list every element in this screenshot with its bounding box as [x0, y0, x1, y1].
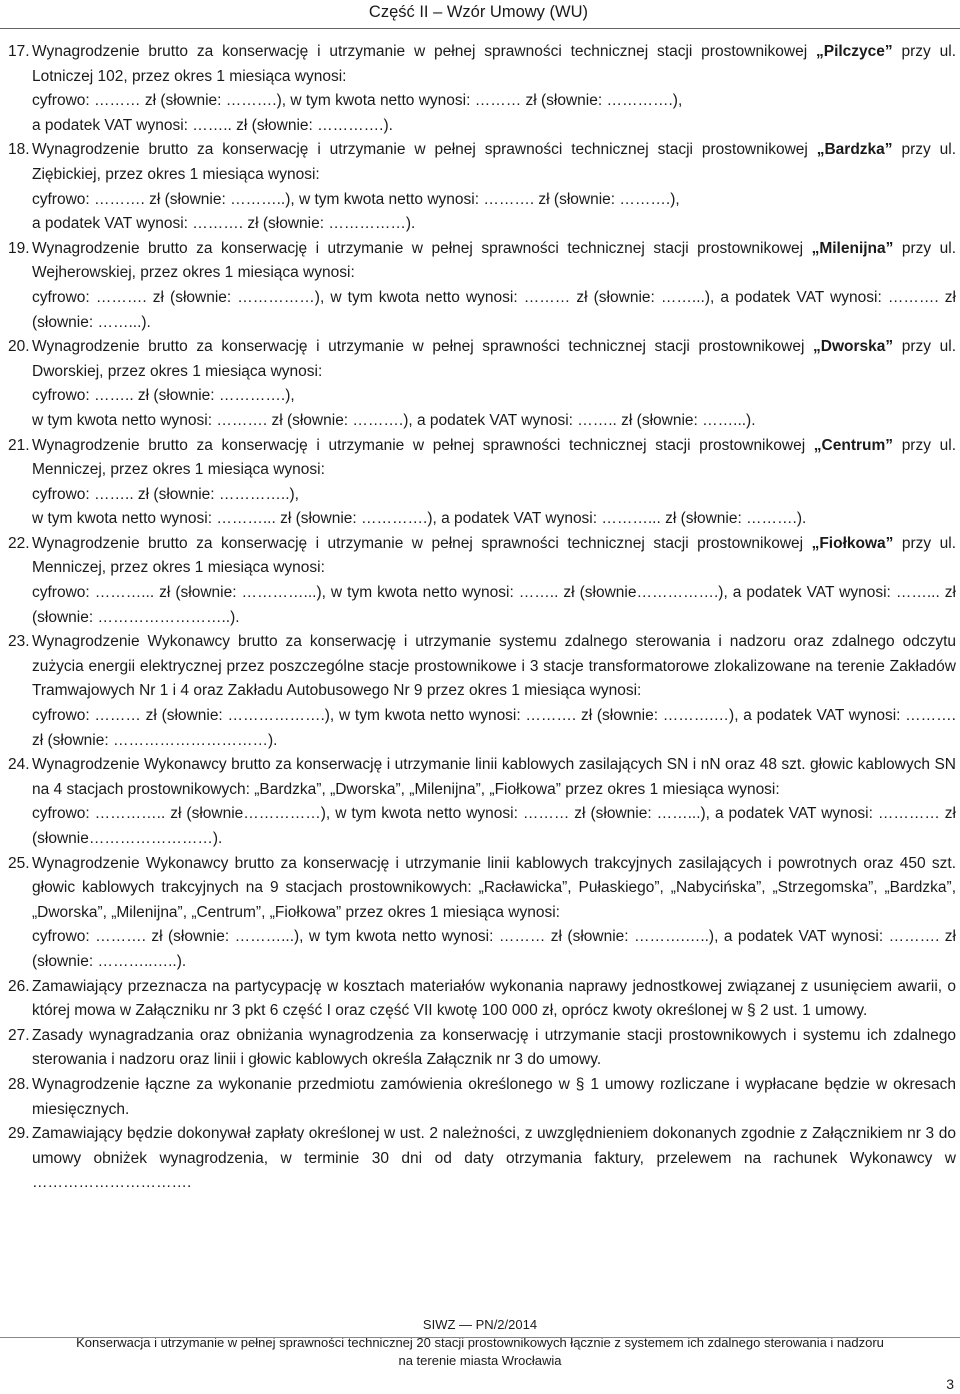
document-body: [8, 40, 956, 1196]
clause-text: Wynagrodzenie brutto za konserwację i utrzymanie w pełnej sprawności technicznej stacji prostownikowej „Dworska” przy ul. Dworskiej, przez okres 1 miesiąca wynosi:: [32, 338, 956, 380]
page-header: [0, 0, 960, 30]
clause-text: Wynagrodzenie Wykonawcy brutto za konserwację i utrzymanie linii kablowych zasilających SN i nN oraz 48 szt. głowic kablowych SN na 4 stacjach prostownikowych: „Bardzka”, „Dworska”, „Milenijna”, „Fiołkowa” przez okres 1 miesiąca wynosi:: [32, 756, 956, 798]
clause-text: Wynagrodzenie brutto za konserwację i utrzymanie w pełnej sprawności technicznej stacji prostownikowej „Centrum” przy ul. Menniczej, przez okres 1 miesiąca wynosi:: [32, 436, 957, 479]
clause-number: 21.: [8, 436, 30, 454]
clause-number: 23.: [8, 633, 30, 651]
clause-text: Wynagrodzenie brutto za konserwację i utrzymanie w pełnej sprawności technicznej stacji prostownikowej „Fiołkowa” przy ul. Menniczej, przez okres 1 miesiąca wynosi:: [32, 534, 957, 577]
clause-28: [8, 1073, 956, 1122]
clause-22: [8, 532, 956, 630]
clause-number: 25.: [8, 854, 30, 872]
amount-line: cyfrowo: ……… zł (słownie: ……….), w tym kwota netto wynosi: ……… zł (słownie: ………….),: [32, 92, 683, 110]
amount-line: cyfrowo: ………. zł (słownie: ……………), w tym kwota netto wynosi: ……… zł (słownie: ……...), a podatek VAT wynosi: ………. zł (słownie: ……...).: [32, 288, 956, 331]
clause-24: [8, 753, 956, 851]
amount-line: cyfrowo: ……… zł (słownie: ……………….), w tym kwota netto wynosi: ………. zł (słownie: ……….…), a podatek VAT wynosi: ………. zł (słownie: …………………………).: [32, 707, 956, 749]
clause-26: [8, 975, 956, 1024]
clause-text: Wynagrodzenie brutto za konserwację i utrzymanie w pełnej sprawności technicznej stacji prostownikowej „Bardzka” przy ul. Ziębickiej, przez okres 1 miesiąca wynosi:: [32, 141, 957, 183]
clause-number: 17.: [8, 43, 30, 60]
clause-20: [8, 335, 956, 433]
footer-divider: [0, 1337, 960, 1338]
clause-17: [8, 40, 956, 138]
clause-18: [8, 138, 956, 236]
amount-line: w tym kwota netto wynosi: ………. zł (słownie: ……….), a podatek VAT wynosi: …….. zł (słownie: ……...).: [32, 411, 756, 429]
clause-21: [8, 434, 956, 532]
station-name: „Pilczyce”: [815, 43, 893, 60]
clause-text: Zasady wynagradzania oraz obniżania wynagrodzenia za konserwację i utrzymanie stacji prostownikowych i systemu ich zdalnego sterowania i nadzoru oraz linii i głowic kablowych określa Załącznik nr 3 do umowy.: [32, 1026, 956, 1069]
clause-text: Wynagrodzenie brutto za konserwację i utrzymanie w pełnej sprawności technicznej stacji prostownikowej „Milenijna” przy ul. Wejherowskiej, przez okres 1 miesiąca wynosi:: [32, 239, 957, 282]
clause-text: Wynagrodzenie brutto za konserwację i utrzymanie w pełnej sprawności technicznej stacji prostownikowej „Pilczyce” przy ul. Lotniczej 102, przez okres 1 miesiąca wynosi:: [32, 43, 957, 85]
clause-number: 27.: [8, 1026, 30, 1044]
clause-number: 18.: [8, 141, 30, 159]
clause-text: Wynagrodzenie łączne za wykonanie przedmiotu zamówienia określonego w § 1 umowy rozliczane i wypłacane będzie w okresach miesięcznych.: [32, 1075, 956, 1118]
amount-line: cyfrowo: ………... zł (słownie: …………...), w tym kwota netto wynosi: …….. zł (słownie…………….), a podatek VAT wynosi: ……... zł (słownie: ……………………..).: [32, 584, 956, 626]
clause-number: 19.: [8, 239, 30, 257]
clause-number: 29.: [8, 1125, 30, 1143]
clause-number: 28.: [8, 1075, 30, 1093]
clause-text: Zamawiający będzie dokonywał zapłaty określonej w ust. 2 należności, z uwzględnieniem dokonanych zgodnie z Załącznikiem nr 3 do umowy obniżek wynagrodzenia, w terminie 30 dni od daty otrzymania faktury, przelewem na rachunek Wykonawcy w ………………………….: [32, 1125, 956, 1192]
footer-line-2: na terenie miasta Wrocławia: [398, 1353, 562, 1368]
station-name: „Bardzka”: [816, 141, 893, 159]
station-name: „Dworska”: [813, 338, 894, 356]
clause-number: 22.: [8, 534, 30, 552]
header-divider: [0, 28, 960, 29]
clause-25: [8, 852, 956, 975]
clause-text: Wynagrodzenie Wykonawcy brutto za konserwację i utrzymanie systemu zdalnego sterowania i nadzoru oraz zdalnego odczytu zużycia energii elektrycznej przez poszczególne stacje prostownikowe i 3 stacje transformatorowe zlokalizowane na terenie Zakładów Tramwajowych Nr 1 i 4 oraz Zakładu Autobusowego Nr 9 przez okres 1 miesiąca wynosi:: [32, 633, 956, 700]
clause-number: 24.: [8, 756, 30, 774]
amount-line: cyfrowo: ………. zł (słownie: ………...), w tym kwota netto wynosi: ……… zł (słownie: ……….…..), a podatek VAT wynosi: ………. zł (słownie: ………..…..).: [32, 928, 956, 970]
station-name: „Centrum”: [813, 436, 894, 454]
clause-text: Zamawiający przeznacza na partycypację w kosztach materiałów wykonania naprawy jednostkowej związanej z usunięciem awarii, o której mowa w Załączniku nr 3 pkt 6 część I oraz część VII kwotę 100 000 zł, oprócz kwoty określonej w § 2 ust. 1 umowy.: [32, 977, 956, 1020]
clause-23: [8, 630, 956, 753]
page-footer: [0, 1316, 960, 1370]
page-number: 3: [946, 1376, 954, 1392]
clause-27: [8, 1024, 956, 1073]
amount-line: cyfrowo: …….. zł (słownie: ………….),: [32, 387, 295, 405]
station-name: „Milenijna”: [811, 239, 894, 257]
clause-number: 26.: [8, 977, 30, 995]
station-name: „Fiołkowa”: [811, 534, 894, 552]
clause-text: Wynagrodzenie Wykonawcy brutto za konserwację i utrzymanie linii kablowych trakcyjnych zasilających i powrotnych oraz 450 szt. głowic kablowych trakcyjnych na 9 stacjach prostownikowych: „Racławicka”, Pułaskiego”, „Nabycińska”, „Strzegomska”, „Bardzka”, „Dworska”, „Milenijna”, „Centrum”, „Fiołkowa” przez okres 1 miesiąca wynosi:: [32, 854, 956, 921]
amount-line: cyfrowo: ………….. zł (słownie……………), w tym kwota netto wynosi: ……… zł (słownie: ……...), a podatek VAT wynosi: ………… zł (słownie……………………).: [32, 805, 956, 847]
clause-29: [8, 1122, 956, 1196]
amount-line: a podatek VAT wynosi: …….. zł (słownie: ………….).: [32, 116, 393, 134]
footer-line-1: Konserwacja i utrzymanie w pełnej sprawności technicznej 20 stacji prostownikowych łącznie z systemem ich zdalnego sterowania i nadzoru: [76, 1335, 884, 1350]
amount-line: cyfrowo: …….. zł (słownie: …………..),: [32, 485, 299, 503]
amount-line: a podatek VAT wynosi: ………. zł (słownie: ……………).: [32, 215, 416, 233]
clause-19: [8, 237, 956, 335]
footer-reference: SIWZ — PN/2/2014: [422, 1317, 538, 1332]
header-title: Część II – Wzór Umowy (WU): [368, 3, 588, 21]
amount-line: w tym kwota netto wynosi: ………... zł (słownie: ………….), a podatek VAT wynosi: ………... zł (słownie: ……….).: [32, 510, 807, 528]
clause-number: 20.: [8, 338, 30, 356]
amount-line: cyfrowo: ………. zł (słownie: ………..), w tym kwota netto wynosi: ………. zł (słownie: ……….),: [32, 190, 680, 208]
